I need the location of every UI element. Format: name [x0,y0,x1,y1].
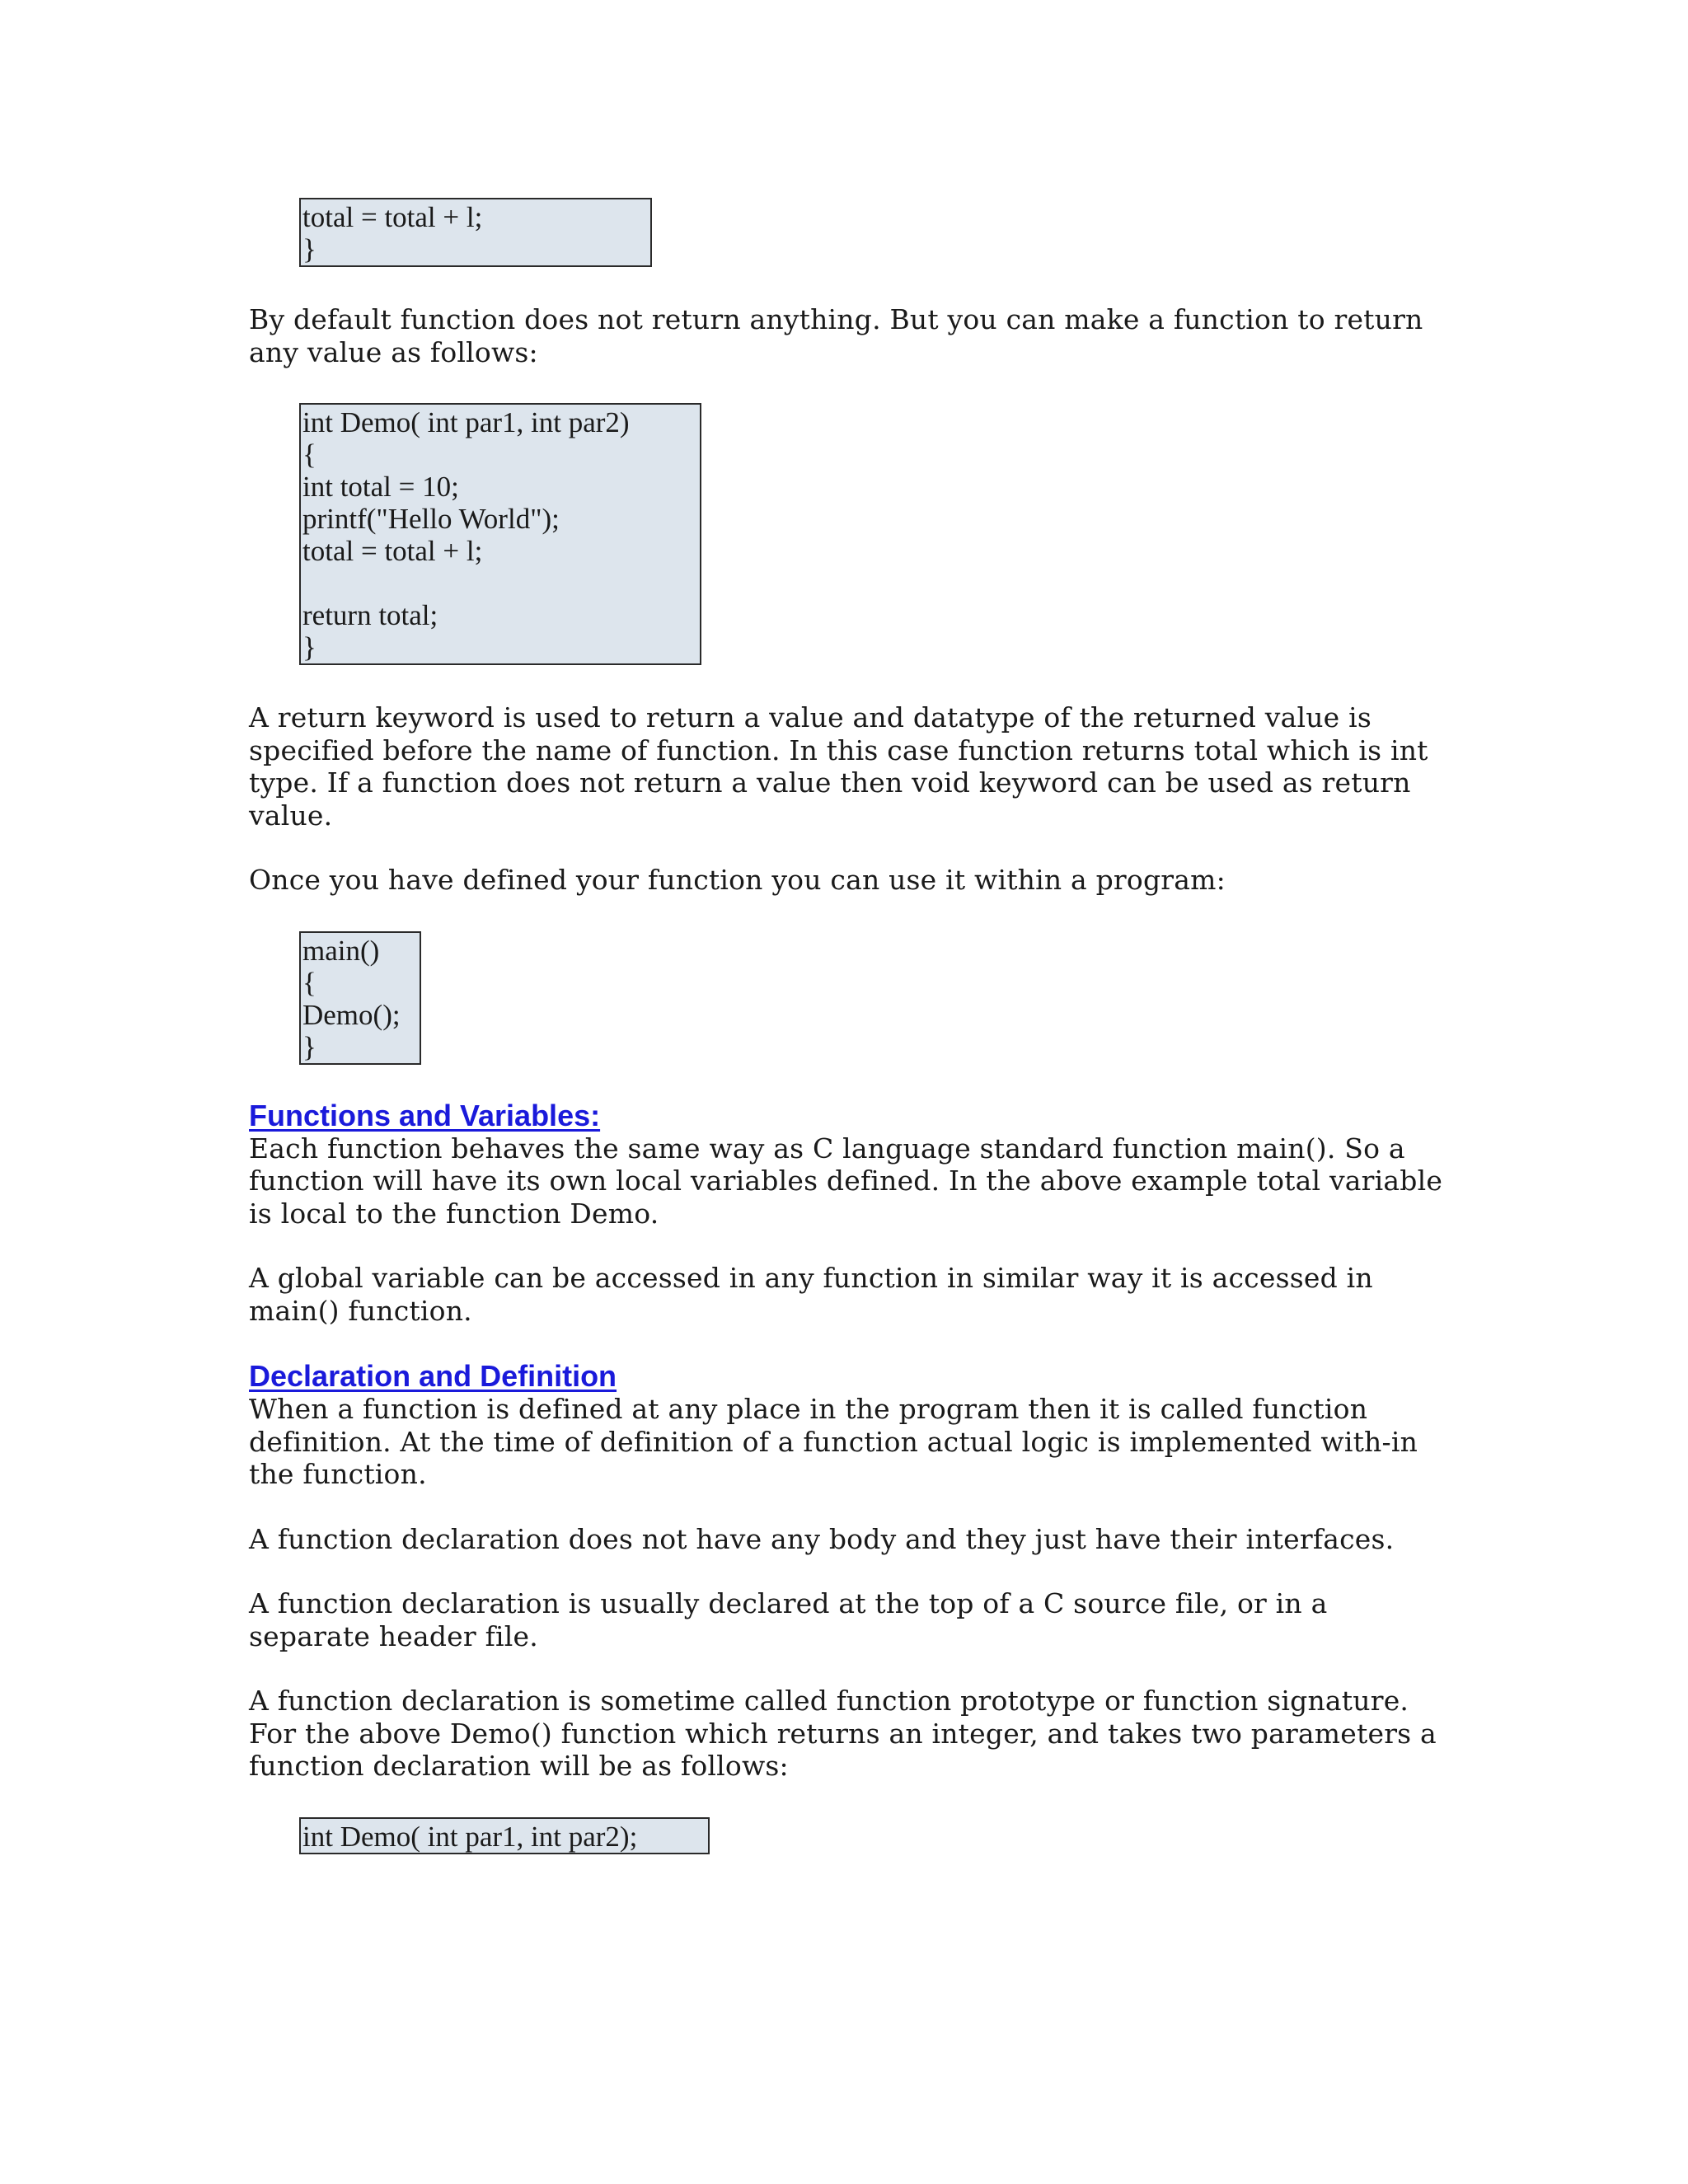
code-line: { [302,966,316,999]
paragraph-default-return: By default function does not return anything. But you can make a function to return any value as follows: [249,303,1423,368]
paragraph-declaration-no-body: A function declaration does not have any body and they just have their interfaces. [249,1522,1395,1555]
code-line: } [302,1030,316,1063]
code-line: int Demo( int par1, int par2); [302,1820,638,1853]
code-line: int total = 10; [302,471,459,503]
code-line: } [302,631,316,663]
heading-functions-and-variables[interactable]: Functions and Variables: [249,1098,601,1132]
paragraph-declaration-location: A function declaration is usually declared at the top of a C source file, or in a separate header file. [249,1587,1328,1652]
code-line: Demo(); [302,998,401,1031]
code-line [302,567,685,599]
code-line: } [302,233,316,265]
code-block-declaration [299,1817,710,1854]
paragraph-declaration-prototype: A function declaration is sometime called function prototype or function signature. For the above Demo() function which returns an integer, and takes two parameters a function declaration will be as follows: [249,1685,1437,1782]
code-line: main() [302,934,380,967]
paragraph-local-variables: Each function behaves the same way as C language standard function main(). So a function will have its own local variables defined. In the above example total variable is local to the function Demo. [249,1132,1443,1230]
heading-declaration-and-definition[interactable]: Declaration and Definition [249,1359,617,1393]
paragraph-return-keyword: A return keyword is used to return a value and datatype of the returned value is specified before the name of function. In this case function returns total which is int type. If a function does not return a value then void keyword can be used as return value. [249,701,1428,832]
code-block-main-call [299,931,421,1065]
code-line: printf("Hello World"); [302,503,560,535]
code-line: int Demo( int par1, int par2) [302,406,630,438]
code-line: total = total + l; [302,201,483,233]
code-line: return total; [302,599,438,631]
code-line: { [302,438,316,471]
code-block-demo-return [299,403,701,665]
paragraph-definition: When a function is defined at any place in the program then it is called function definition. At the time of definition of a function actual logic is implemented with-in the function. [249,1393,1418,1490]
code-line: total = total + l; [302,535,483,567]
paragraph-use-function: Once you have defined your function you can use it within a program: [249,864,1226,896]
paragraph-global-variable: A global variable can be accessed in any function in similar way it is accessed in main() function. [249,1262,1373,1327]
code-block-function-end [299,198,652,267]
document-page [249,198,1452,1854]
